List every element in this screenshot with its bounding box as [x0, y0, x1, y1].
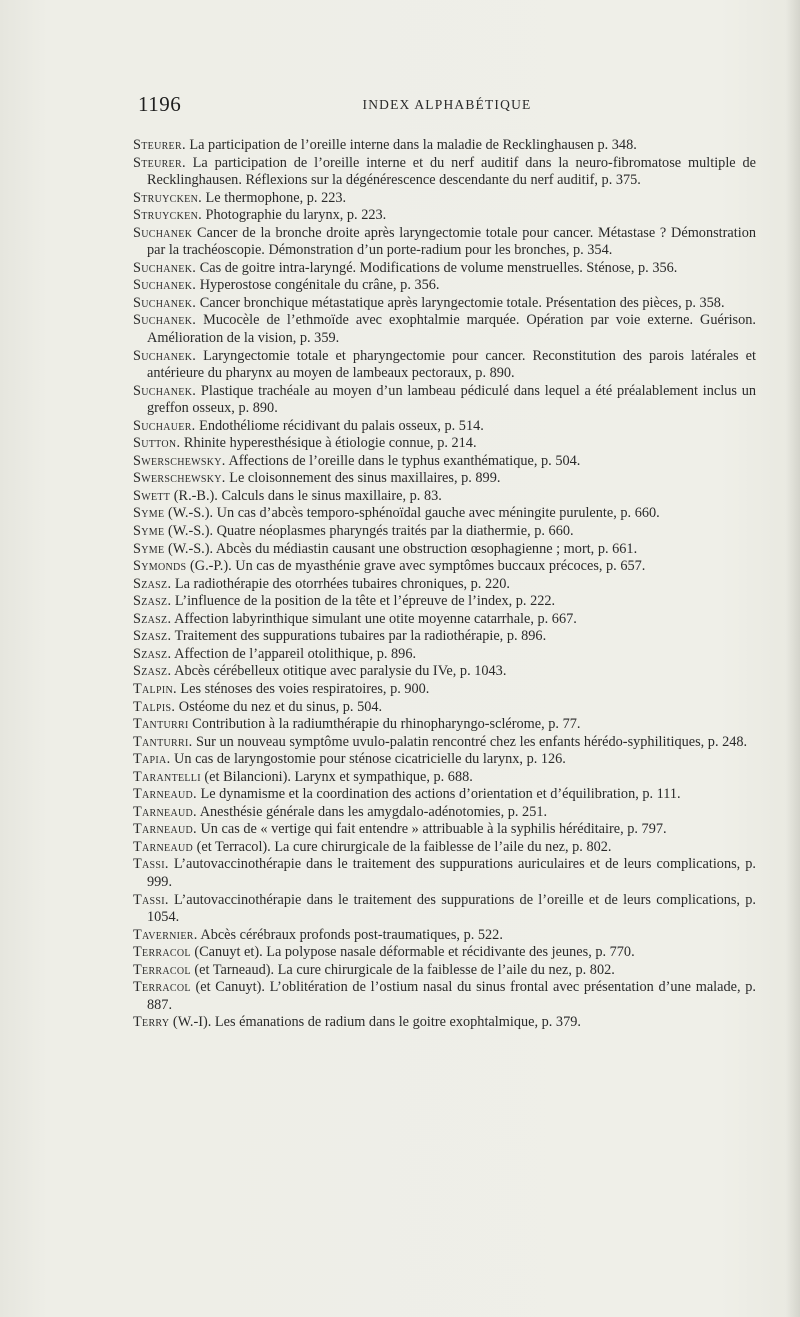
- entry-text: Ostéome du nez et du sinus, p. 504.: [175, 698, 383, 715]
- running-title: INDEX ALPHABÉTIQUE: [362, 97, 532, 112]
- entry-text: Le thermophone, p. 223.: [201, 189, 347, 206]
- entry-author: Szasz.: [133, 610, 172, 627]
- entry-author: Swerschewsky.: [133, 470, 226, 487]
- index-entry: [133, 295, 756, 313]
- index-entry: [133, 962, 756, 980]
- index-entry: [133, 435, 756, 453]
- index-entry: [133, 699, 756, 717]
- index-entry: [133, 804, 756, 822]
- entry-text: Le dynamisme et la coordination des actions d’orientation et d’équilibration, p. 111.: [196, 786, 681, 803]
- entry-text: Cas de goitre intra-laryngé. Modifications de volume menstruelles. Sténose, p. 356.: [196, 259, 678, 276]
- entry-author: Symonds: [133, 558, 187, 575]
- index-entry: [133, 312, 756, 347]
- entry-author: Szasz.: [133, 575, 172, 592]
- index-entry: [133, 348, 756, 383]
- entry-author: Suchanek.: [133, 347, 197, 364]
- index-entry: [133, 418, 756, 436]
- index-entry: [133, 190, 756, 208]
- entry-author: Tanturri: [133, 716, 189, 733]
- entry-text: Rhinite hyperesthésique à étiologie connue, p. 214.: [180, 435, 477, 452]
- entry-author: Tarantelli: [133, 768, 201, 785]
- index-entry: [133, 734, 756, 752]
- index-entry: [133, 1014, 756, 1032]
- entry-author: Syme: [133, 505, 165, 522]
- entry-text: Le cloisonnement des sinus maxillaires, p. 899.: [225, 470, 501, 487]
- entry-author: Tavernier.: [133, 926, 198, 943]
- entry-text: (R.-B.). Calculs dans le sinus maxillaire, p. 83.: [170, 487, 442, 504]
- entry-author: Steurer.: [133, 154, 186, 171]
- index-entry: [133, 751, 756, 769]
- entry-author: Talpin.: [133, 680, 177, 697]
- entry-author: Syme: [133, 523, 165, 540]
- index-entry: [133, 488, 756, 506]
- index-entry: [133, 716, 756, 734]
- entry-author: Suchauer.: [133, 417, 196, 434]
- entry-author: Tarneaud: [133, 838, 194, 855]
- index-entry: [133, 927, 756, 945]
- entry-text: L’autovaccinothérapie dans le traitement des suppurations auriculaires et de leurs complications, p. 999.: [147, 856, 756, 890]
- entry-author: Terracol: [133, 961, 191, 978]
- entry-text: Contribution à la radiumthérapie du rhinopharyngo-sclérome, p. 77.: [188, 716, 581, 733]
- entry-text: (W.-S.). Un cas d’abcès temporo-sphénoïdal gauche avec méningite purulente, p. 660.: [164, 505, 660, 522]
- entry-author: Terracol: [133, 944, 191, 961]
- entry-text: La radiothérapie des otorrhées tubaires chroniques, p. 220.: [171, 575, 510, 592]
- entry-author: Tapia.: [133, 751, 171, 768]
- index-entry: [133, 839, 756, 857]
- entry-text: (Canuyt et). La polypose nasale déformable et récidivante des jeunes, p. 770.: [190, 944, 635, 961]
- entry-author: Terry: [133, 1014, 170, 1031]
- index-entry: [133, 593, 756, 611]
- index-entry: [133, 979, 756, 1014]
- entry-author: Struycken.: [133, 207, 202, 224]
- entry-text: (et Tarneaud). La cure chirurgicale de la faiblesse de l’aile du nez, p. 802.: [190, 961, 615, 978]
- entry-text: Un cas de laryngostomie pour sténose cicatricielle du larynx, p. 126.: [170, 751, 566, 768]
- entry-text: Hyperostose congénitale du crâne, p. 356.: [196, 277, 440, 294]
- entry-text: Abcès cérébelleux otitique avec paralysie du IVe, p. 1043.: [171, 663, 507, 680]
- index-entry: [133, 611, 756, 629]
- entry-text: Affection labyrinthique simulant une otite moyenne catarrhale, p. 667.: [171, 610, 577, 627]
- entry-author: Struycken.: [133, 189, 202, 206]
- entry-text: L’autovaccinothérapie dans le traitement des suppurations de l’oreille et de leurs complications, p. 1054.: [147, 891, 756, 926]
- entry-text: Endothéliome récidivant du palais osseux, p. 514.: [195, 417, 484, 434]
- entry-author: Suchanek.: [133, 259, 197, 276]
- entry-author: Tarneaud.: [133, 786, 197, 803]
- entry-text: L’influence de la position de la tête et l’épreuve de l’index, p. 222.: [171, 593, 556, 610]
- index-entry: [133, 856, 756, 891]
- index-entry: [133, 207, 756, 225]
- index-entry: [133, 383, 756, 418]
- entry-text: (et Terracol). La cure chirurgicale de la faiblesse de l’aile du nez, p. 802.: [193, 838, 612, 855]
- entry-text: (W.-S.). Abcès du médiastin causant une obstruction œsophagienne ; mort, p. 661.: [164, 540, 638, 557]
- entry-text: La participation de l’oreille interne et du nerf auditif dans la neuro-fibromatose multiple de Recklinghausen. Réflexions sur la dégénérescence descendante du nerf auditif, p. 375.: [147, 154, 756, 189]
- index-entry: [133, 470, 756, 488]
- entry-text: (et Bilancioni). Larynx et sympathique, p. 688.: [200, 768, 473, 785]
- entry-text: Laryngectomie totale et pharyngectomie pour cancer. Reconstitution des parois latérales et antérieure du pharynx au moyen de lambeaux pectoraux, p. 890.: [147, 347, 756, 382]
- entry-text: La participation de l’oreille interne dans la maladie de Recklinghausen p. 348.: [185, 137, 637, 153]
- entry-text: Abcès cérébraux profonds post-traumatiques, p. 522.: [197, 926, 503, 943]
- entry-author: Suchanek.: [133, 312, 197, 329]
- entry-author: Suchanek: [133, 224, 193, 241]
- index-entry: [133, 155, 756, 190]
- index-entry: [133, 769, 756, 787]
- entry-author: Suchanek.: [133, 294, 197, 311]
- index-entry: [133, 558, 756, 576]
- page-number: 1196: [138, 92, 182, 116]
- entry-author: Szasz.: [133, 663, 172, 680]
- page-edge-shadow: [786, 0, 800, 1317]
- index-entry: [133, 681, 756, 699]
- index-entry: [133, 137, 756, 155]
- entry-text: Cancer bronchique métastatique après laryngectomie totale. Présentation des pièces, p. 358.: [196, 294, 725, 311]
- entry-author: Steurer.: [133, 137, 186, 153]
- index-entry: [133, 892, 756, 927]
- entry-text: Mucocèle de l’ethmoïde avec exophtalmie marquée. Opération par voie externe. Guérison. Amélioration de la vision, p. 359.: [147, 312, 756, 347]
- entry-author: Tanturri.: [133, 733, 193, 750]
- page-header: [138, 92, 756, 120]
- entry-author: Sutton.: [133, 435, 181, 452]
- index-entry: [133, 628, 756, 646]
- entry-author: Tassi.: [133, 856, 169, 873]
- index-entry: [133, 646, 756, 664]
- index-entry: [133, 453, 756, 471]
- index-entry: [133, 260, 756, 278]
- index-entry: [133, 944, 756, 962]
- entry-text: (et Canuyt). L’oblitération de l’ostium nasal du sinus frontal avec présentation d’une malade, p. 887.: [147, 979, 756, 1013]
- entry-author: Szasz.: [133, 628, 172, 645]
- entry-text: Anesthésie générale dans les amygdalo-adénotomies, p. 251.: [196, 803, 548, 820]
- entry-author: Szasz.: [133, 645, 172, 662]
- entry-text: Plastique trachéale au moyen d’un lambeau pédiculé dans lequel a été préalablement inclus un greffon osseux, p. 890.: [147, 382, 756, 417]
- index-entry: [133, 821, 756, 839]
- entry-author: Swett: [133, 487, 171, 504]
- index-entry: [133, 576, 756, 594]
- entry-text: Photographie du larynx, p. 223.: [201, 207, 387, 224]
- entry-author: Talpis.: [133, 698, 176, 715]
- entry-text: (G.-P.). Un cas de myasthénie grave avec symptômes buccaux précoces, p. 657.: [186, 558, 646, 575]
- index-entry: [133, 277, 756, 295]
- entry-author: Terracol: [133, 979, 191, 996]
- entry-text: Affection de l’appareil otolithique, p. 896.: [171, 645, 417, 662]
- entry-author: Suchanek.: [133, 277, 197, 294]
- entry-author: Tarneaud.: [133, 803, 197, 820]
- entry-text: Les sténoses des voies respiratoires, p. 900.: [176, 680, 430, 697]
- entry-author: Syme: [133, 540, 165, 557]
- entry-text: Sur un nouveau symptôme uvulo-palatin rencontré chez les enfants hérédo-syphilitiques, p. 248.: [192, 733, 748, 750]
- entry-author: Tassi.: [133, 891, 169, 908]
- entry-text: Traitement des suppurations tubaires par la radiothérapie, p. 896.: [171, 628, 547, 645]
- entry-author: Szasz.: [133, 593, 172, 610]
- index-entry: [133, 541, 756, 559]
- entry-author: Swerschewsky.: [133, 452, 226, 469]
- entry-text: Cancer de la bronche droite après laryngectomie totale pour cancer. Métastase ? Démonstration par la trachéoscopie. Démonstration d’un porte-radium pour les bronches, p. 354.: [147, 224, 756, 259]
- index-entry: [133, 225, 756, 260]
- entry-text: Un cas de « vertige qui fait entendre » attribuable à la syphilis héréditaire, p. 797.: [196, 821, 667, 838]
- index-entry: [133, 505, 756, 523]
- index-entry: [133, 663, 756, 681]
- entry-text: (W.-I). Les émanations de radium dans le goitre exophtalmique, p. 379.: [169, 1014, 581, 1031]
- entry-text: (W.-S.). Quatre néoplasmes pharyngés traités par la diathermie, p. 660.: [164, 523, 574, 540]
- index-entry: [133, 786, 756, 804]
- index-entry: [133, 523, 756, 541]
- entry-author: Tarneaud.: [133, 821, 197, 838]
- entry-text: Affections de l’oreille dans le typhus exanthématique, p. 504.: [225, 452, 581, 469]
- entry-author: Suchanek.: [133, 382, 197, 399]
- index-entries: [133, 137, 756, 1032]
